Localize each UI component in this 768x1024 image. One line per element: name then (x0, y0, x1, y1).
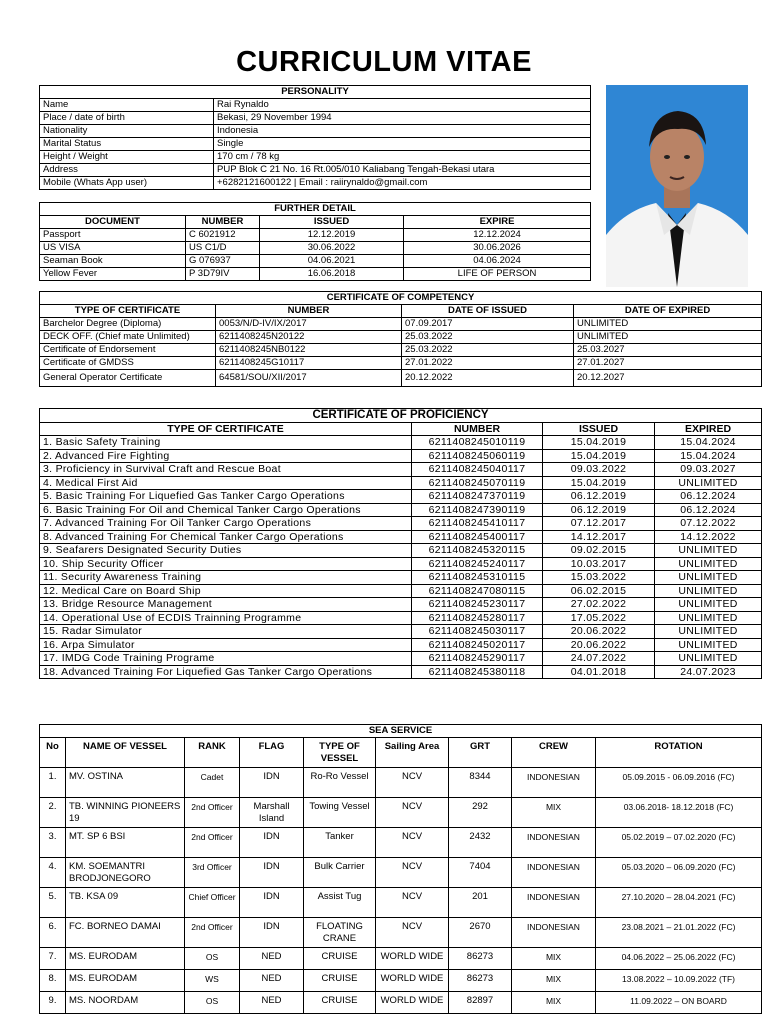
table-row (40, 768, 762, 798)
table-cell: 6211408245240117 (412, 557, 543, 571)
table-cell: 13. Bridge Resource Management (40, 598, 412, 612)
column-header: No (40, 738, 66, 768)
table-cell: UNLIMITED (655, 557, 762, 571)
table-row (40, 665, 762, 679)
column-header: GRT (449, 738, 512, 768)
table-cell: Cadet (185, 768, 240, 798)
table-cell: 27.01.2027 (574, 357, 762, 370)
column-header: TYPE OF CERTIFICATE (40, 305, 216, 318)
table-row (40, 463, 762, 477)
table-row (40, 344, 762, 357)
table-row (40, 99, 591, 112)
table-cell: UNLIMITED (655, 584, 762, 598)
column-header: DOCUMENT (40, 216, 186, 229)
table-cell: 7. (40, 948, 66, 970)
column-header: ISSUED (260, 216, 404, 229)
table-cell: 2670 (449, 918, 512, 948)
table-cell: Bulk Carrier (304, 858, 376, 888)
table-row (40, 798, 762, 828)
table-cell: 10. Ship Security Officer (40, 557, 412, 571)
table-cell: 2nd Officer (185, 918, 240, 948)
table-cell: 6211408247370119 (412, 490, 543, 504)
table-row (40, 598, 762, 612)
table-cell: 05.03.2020 – 06.09.2020 (FC) (596, 858, 762, 888)
table-cell: NCV (376, 798, 449, 828)
table-cell: CRUISE (304, 992, 376, 1014)
table-cell: 15.04.2019 (543, 476, 655, 490)
table-row (40, 112, 591, 125)
further-detail-header: FURTHER DETAIL (40, 203, 591, 216)
table-cell: 15.04.2019 (543, 436, 655, 450)
table-cell: 2432 (449, 828, 512, 858)
table-row (40, 970, 762, 992)
field-label: Marital Status (40, 138, 214, 151)
competency-table (39, 291, 762, 387)
table-cell: 1. Basic Safety Training (40, 436, 412, 450)
table-row (40, 888, 762, 918)
table-cell: Certificate of Endorsement (40, 344, 216, 357)
table-cell: Tanker (304, 828, 376, 858)
table-cell: 04.01.2018 (543, 665, 655, 679)
table-cell: 82897 (449, 992, 512, 1014)
table-cell: 30.06.2022 (260, 242, 404, 255)
column-header: ROTATION (596, 738, 762, 768)
table-row (40, 652, 762, 666)
table-row (40, 992, 762, 1014)
table-cell: IDN (240, 768, 304, 798)
table-cell: 07.12.2022 (655, 517, 762, 531)
table-cell: US VISA (40, 242, 186, 255)
table-cell: 23.08.2021 – 21.01.2022 (FC) (596, 918, 762, 948)
table-row (40, 449, 762, 463)
personality-header: PERSONALITY (40, 86, 591, 99)
table-cell: Towing Vessel (304, 798, 376, 828)
table-cell: 7. Advanced Training For Oil Tanker Cargo Operations (40, 517, 412, 531)
table-cell: 09.03.2027 (655, 463, 762, 477)
table-row (40, 828, 762, 858)
competency-header: CERTIFICATE OF COMPETENCY (40, 292, 762, 305)
table-row (40, 318, 762, 331)
table-cell: 292 (449, 798, 512, 828)
table-row (40, 242, 591, 255)
field-value: 170 cm / 78 kg (214, 151, 591, 164)
table-cell: 8344 (449, 768, 512, 798)
page-title: CURRICULUM VITAE (236, 46, 532, 78)
table-cell: WORLD WIDE (376, 948, 449, 970)
table-cell: 27.01.2022 (402, 357, 574, 370)
table-row (40, 544, 762, 558)
field-label: Mobile (Whats App user) (40, 177, 214, 190)
table-cell: 8. Advanced Training For Chemical Tanker Cargo Operations (40, 530, 412, 544)
table-cell: 15.04.2024 (655, 449, 762, 463)
column-header: TYPE OF CERTIFICATE (40, 422, 412, 436)
personality-table (39, 85, 591, 190)
table-cell: 6211408245010119 (412, 436, 543, 450)
table-cell: DECK OFF. (Chief mate Unlimited) (40, 331, 216, 344)
table-cell: NCV (376, 888, 449, 918)
table-cell: 2nd Officer (185, 828, 240, 858)
table-cell: General Operator Certificate (40, 370, 216, 387)
table-cell: 25.03.2022 (402, 331, 574, 344)
table-row (40, 918, 762, 948)
table-cell: 27.02.2022 (543, 598, 655, 612)
table-cell: UNLIMITED (574, 331, 762, 344)
table-cell: OS (185, 992, 240, 1014)
table-cell: 16.06.2018 (260, 268, 404, 281)
column-header: NUMBER (186, 216, 260, 229)
table-cell: CRUISE (304, 948, 376, 970)
table-row (40, 638, 762, 652)
table-cell: TB. WINNING PIONEERS 19 (66, 798, 185, 828)
field-value: +6282121600122 | Email : raiirynaldo@gmail.com (214, 177, 591, 190)
table-row (40, 557, 762, 571)
table-row (40, 625, 762, 639)
table-cell: MIX (512, 992, 596, 1014)
column-header: NUMBER (412, 422, 543, 436)
table-cell: 6211408245310115 (412, 571, 543, 585)
table-cell: MT. SP 6 BSI (66, 828, 185, 858)
table-cell: INDONESIAN (512, 888, 596, 918)
field-value: Bekasi, 29 November 1994 (214, 112, 591, 125)
table-cell: IDN (240, 858, 304, 888)
table-cell: 3rd Officer (185, 858, 240, 888)
profile-photo (606, 85, 748, 287)
field-label: Height / Weight (40, 151, 214, 164)
sea-service-table (39, 724, 762, 1014)
table-cell: 09.03.2022 (543, 463, 655, 477)
table-cell: UNLIMITED (655, 598, 762, 612)
table-cell: FC. BORNEO DAMAI (66, 918, 185, 948)
table-cell: MV. OSTINA (66, 768, 185, 798)
table-cell: G 076937 (186, 255, 260, 268)
table-cell: 07.12.2017 (543, 517, 655, 531)
table-cell: 6211408245040117 (412, 463, 543, 477)
table-cell: WS (185, 970, 240, 992)
column-header: FLAG (240, 738, 304, 768)
table-cell: 14.12.2022 (655, 530, 762, 544)
table-cell: 07.09.2017 (402, 318, 574, 331)
table-cell: 13.08.2022 – 10.09.2022 (TF) (596, 970, 762, 992)
table-cell: 20.12.2022 (402, 370, 574, 387)
table-cell: 6211408245N20122 (216, 331, 402, 344)
table-cell: 05.09.2015 - 06.09.2016 (FC) (596, 768, 762, 798)
table-cell: 12. Medical Care on Board Ship (40, 584, 412, 598)
table-cell: 3. Proficiency in Survival Craft and Rescue Boat (40, 463, 412, 477)
column-header: DATE OF EXPIRED (574, 305, 762, 318)
table-cell: UNLIMITED (655, 638, 762, 652)
table-cell: 14. Operational Use of ECDIS Trainning Programme (40, 611, 412, 625)
table-cell: 6211408247390119 (412, 503, 543, 517)
table-cell: CRUISE (304, 970, 376, 992)
table-cell: 20.06.2022 (543, 625, 655, 639)
table-cell: LIFE OF PERSON (404, 268, 591, 281)
table-cell: 11. Security Awareness Training (40, 571, 412, 585)
table-cell: 17.05.2022 (543, 611, 655, 625)
table-cell: 6211408245070119 (412, 476, 543, 490)
table-cell: UNLIMITED (655, 476, 762, 490)
table-cell: 6211408245280117 (412, 611, 543, 625)
table-row (40, 331, 762, 344)
table-row (40, 370, 762, 387)
table-cell: P 3D79IV (186, 268, 260, 281)
field-label: Name (40, 99, 214, 112)
table-cell: 20.12.2027 (574, 370, 762, 387)
further-detail-table (39, 202, 591, 281)
table-cell: WORLD WIDE (376, 992, 449, 1014)
table-cell: Barchelor Degree (Diploma) (40, 318, 216, 331)
table-cell: 14.12.2017 (543, 530, 655, 544)
table-row (40, 164, 591, 177)
proficiency-header: CERTIFICATE OF PROFICIENCY (40, 409, 762, 423)
table-cell: 06.12.2024 (655, 490, 762, 504)
table-cell: 4. (40, 858, 66, 888)
field-label: Place / date of birth (40, 112, 214, 125)
table-row (40, 948, 762, 970)
table-cell: KM. SOEMANTRI BRODJONEGORO (66, 858, 185, 888)
column-header: CREW (512, 738, 596, 768)
table-cell: Ro-Ro Vessel (304, 768, 376, 798)
table-cell: 20.06.2022 (543, 638, 655, 652)
table-cell: NED (240, 992, 304, 1014)
table-row (40, 503, 762, 517)
table-row (40, 138, 591, 151)
column-header: TYPE OF VESSEL (304, 738, 376, 768)
table-cell: 1. (40, 768, 66, 798)
table-row (40, 125, 591, 138)
table-row (40, 584, 762, 598)
table-row (40, 151, 591, 164)
table-cell: MS. EURODAM (66, 970, 185, 992)
table-cell: Yellow Fever (40, 268, 186, 281)
table-cell: 8. (40, 970, 66, 992)
column-header: EXPIRE (404, 216, 591, 229)
table-cell: IDN (240, 828, 304, 858)
table-cell: 2. (40, 798, 66, 828)
table-cell: Marshall Island (240, 798, 304, 828)
table-cell: INDONESIAN (512, 858, 596, 888)
table-row (40, 530, 762, 544)
field-value: PUP Blok C 21 No. 16 Rt.005/010 Kaliabang Tengah-Bekasi utara (214, 164, 591, 177)
column-header: RANK (185, 738, 240, 768)
table-row (40, 255, 591, 268)
column-header: NUMBER (216, 305, 402, 318)
table-cell: 201 (449, 888, 512, 918)
table-cell: 15.04.2024 (655, 436, 762, 450)
table-cell: 03.06.2018- 18.12.2018 (FC) (596, 798, 762, 828)
table-cell: 04.06.2022 – 25.06.2022 (FC) (596, 948, 762, 970)
table-cell: 6211408247080115 (412, 584, 543, 598)
table-cell: MS. NOORDAM (66, 992, 185, 1014)
table-cell: 25.03.2027 (574, 344, 762, 357)
column-header: NAME OF VESSEL (66, 738, 185, 768)
table-cell: NCV (376, 768, 449, 798)
table-row (40, 357, 762, 370)
field-label: Address (40, 164, 214, 177)
table-cell: 7404 (449, 858, 512, 888)
table-cell: 9. (40, 992, 66, 1014)
table-cell: 6211408245020117 (412, 638, 543, 652)
column-header: Sailing Area (376, 738, 449, 768)
column-header: ISSUED (543, 422, 655, 436)
table-row (40, 476, 762, 490)
table-cell: Assist Tug (304, 888, 376, 918)
table-cell: NCV (376, 918, 449, 948)
table-cell: WORLD WIDE (376, 970, 449, 992)
table-cell: 2. Advanced Fire Fighting (40, 449, 412, 463)
field-label: Nationality (40, 125, 214, 138)
table-cell: FLOATING CRANE (304, 918, 376, 948)
table-cell: 9. Seafarers Designated Security Duties (40, 544, 412, 558)
table-cell: NED (240, 970, 304, 992)
table-cell: INDONESIAN (512, 768, 596, 798)
table-cell: 6211408245230117 (412, 598, 543, 612)
table-row (40, 229, 591, 242)
table-cell: 6211408245030117 (412, 625, 543, 639)
table-cell: 10.03.2017 (543, 557, 655, 571)
table-cell: 5. (40, 888, 66, 918)
table-cell: 11.09.2022 – ON BOARD (596, 992, 762, 1014)
column-header: EXPIRED (655, 422, 762, 436)
table-cell: 6211408245G10117 (216, 357, 402, 370)
table-cell: 15.04.2019 (543, 449, 655, 463)
table-row (40, 571, 762, 585)
table-cell: Seaman Book (40, 255, 186, 268)
table-cell: 15.03.2022 (543, 571, 655, 585)
table-cell: UNLIMITED (655, 611, 762, 625)
table-cell: 05.02.2019 – 07.02.2020 (FC) (596, 828, 762, 858)
table-cell: MS. EURODAM (66, 948, 185, 970)
table-cell: UNLIMITED (655, 652, 762, 666)
table-cell: INDONESIAN (512, 918, 596, 948)
table-cell: 3. (40, 828, 66, 858)
sea-service-header: SEA SERVICE (40, 725, 762, 738)
table-cell: Chief Officer (185, 888, 240, 918)
table-cell: 06.02.2015 (543, 584, 655, 598)
table-row (40, 436, 762, 450)
table-cell: Certificate of GMDSS (40, 357, 216, 370)
table-row (40, 490, 762, 504)
table-cell: 86273 (449, 970, 512, 992)
field-value: Rai Rynaldo (214, 99, 591, 112)
table-row (40, 268, 591, 281)
field-value: Single (214, 138, 591, 151)
table-cell: 6211408245400117 (412, 530, 543, 544)
table-cell: TB. KSA 09 (66, 888, 185, 918)
column-header: DATE OF ISSUED (402, 305, 574, 318)
table-cell: MIX (512, 798, 596, 828)
table-row (40, 517, 762, 531)
table-cell: UNLIMITED (655, 625, 762, 639)
table-cell: INDONESIAN (512, 828, 596, 858)
table-cell: UNLIMITED (655, 544, 762, 558)
table-cell: 15. Radar Simulator (40, 625, 412, 639)
table-cell: NED (240, 948, 304, 970)
table-row (40, 858, 762, 888)
table-cell: 18. Advanced Training For Liquefied Gas Tanker Cargo Operations (40, 665, 412, 679)
table-cell: 24.07.2023 (655, 665, 762, 679)
table-cell: 24.07.2022 (543, 652, 655, 666)
table-cell: 6211408245380118 (412, 665, 543, 679)
table-cell: IDN (240, 918, 304, 948)
field-value: Indonesia (214, 125, 591, 138)
table-cell: 6211408245290117 (412, 652, 543, 666)
table-cell: UNLIMITED (655, 571, 762, 585)
table-cell: 6. (40, 918, 66, 948)
table-cell: 12.12.2019 (260, 229, 404, 242)
table-cell: 0053/N/D-IV/IX/2017 (216, 318, 402, 331)
table-cell: 16. Arpa Simulator (40, 638, 412, 652)
table-cell: 06.12.2024 (655, 503, 762, 517)
table-row (40, 177, 591, 190)
table-cell: 17. IMDG Code Training Programe (40, 652, 412, 666)
table-cell: 09.02.2015 (543, 544, 655, 558)
table-cell: 04.06.2024 (404, 255, 591, 268)
table-cell: 27.10.2020 – 28.04.2021 (FC) (596, 888, 762, 918)
table-cell: Passport (40, 229, 186, 242)
table-cell: 30.06.2026 (404, 242, 591, 255)
table-cell: IDN (240, 888, 304, 918)
table-cell: 4. Medical First Aid (40, 476, 412, 490)
table-row (40, 611, 762, 625)
table-cell: C 6021912 (186, 229, 260, 242)
table-cell: 6211408245320115 (412, 544, 543, 558)
table-cell: 6211408245060119 (412, 449, 543, 463)
table-cell: 86273 (449, 948, 512, 970)
proficiency-table (39, 408, 762, 679)
table-cell: 06.12.2019 (543, 490, 655, 504)
table-cell: NCV (376, 858, 449, 888)
table-cell: NCV (376, 828, 449, 858)
table-cell: 12.12.2024 (404, 229, 591, 242)
table-cell: MIX (512, 970, 596, 992)
table-cell: 06.12.2019 (543, 503, 655, 517)
table-cell: 6211408245NB0122 (216, 344, 402, 357)
table-cell: 64581/SOU/XII/2017 (216, 370, 402, 387)
table-cell: MIX (512, 948, 596, 970)
table-cell: 6211408245410117 (412, 517, 543, 531)
table-cell: UNLIMITED (574, 318, 762, 331)
table-cell: 04.06.2021 (260, 255, 404, 268)
table-cell: 2nd Officer (185, 798, 240, 828)
table-cell: 5. Basic Training For Liquefied Gas Tanker Cargo Operations (40, 490, 412, 504)
table-cell: US C1/D (186, 242, 260, 255)
table-cell: 25.03.2022 (402, 344, 574, 357)
table-cell: 6. Basic Training For Oil and Chemical Tanker Cargo Operations (40, 503, 412, 517)
table-cell: OS (185, 948, 240, 970)
